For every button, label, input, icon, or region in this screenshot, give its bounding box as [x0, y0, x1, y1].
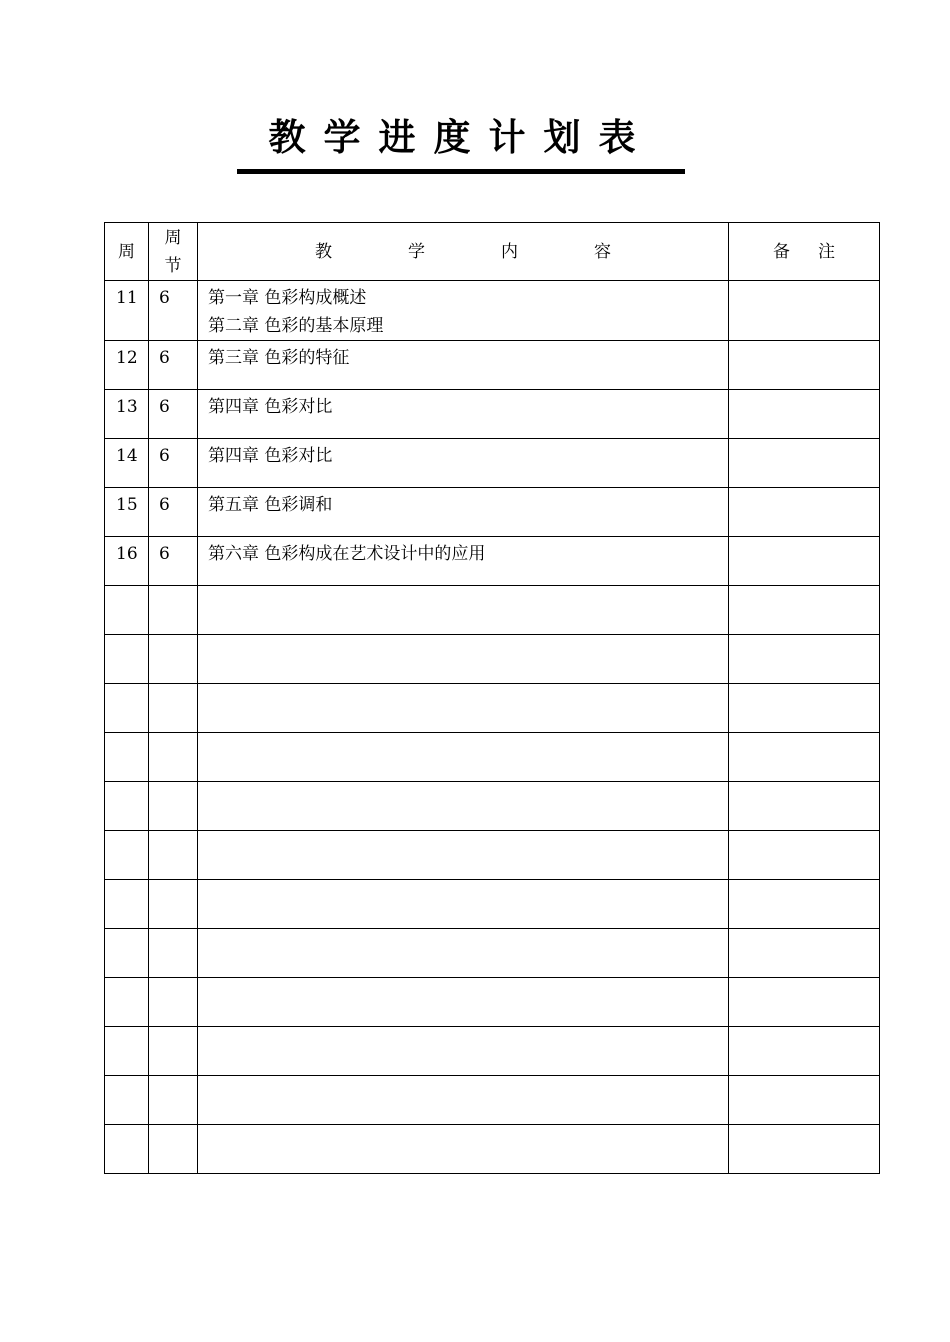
- content-cell: [198, 635, 729, 684]
- hours-cell: [149, 880, 198, 929]
- week-cell: [105, 1027, 149, 1076]
- content-cell: [198, 1027, 729, 1076]
- hours-cell: [149, 831, 198, 880]
- header-week-label: 周: [118, 241, 135, 262]
- empty-row: [105, 831, 880, 880]
- empty-row: [105, 1125, 880, 1174]
- content-cell: [198, 880, 729, 929]
- hours-cell: [149, 439, 198, 488]
- content-line: 第三章 色彩的特征: [208, 348, 350, 368]
- week-cell: [105, 831, 149, 880]
- note-cell: [729, 1076, 880, 1125]
- note-cell: [729, 586, 880, 635]
- week-cell: [105, 586, 149, 635]
- content-cell: [198, 1076, 729, 1125]
- week-cell: [105, 684, 149, 733]
- table-row: [105, 390, 880, 439]
- content-cell: [198, 390, 729, 439]
- empty-row: [105, 635, 880, 684]
- week-cell: [105, 635, 149, 684]
- week-cell: [105, 439, 149, 488]
- note-cell: [729, 978, 880, 1027]
- week-number: 16: [116, 544, 138, 564]
- empty-row: [105, 929, 880, 978]
- note-cell: [729, 488, 880, 537]
- content-line: 第五章 色彩调和: [208, 495, 333, 515]
- content-lines: [208, 439, 728, 470]
- schedule-table: [104, 222, 880, 1174]
- header-hours-line2: 节: [164, 255, 182, 276]
- content-line: 第四章 色彩对比: [208, 446, 333, 466]
- week-cell: [105, 281, 149, 341]
- content-lines: [208, 341, 728, 372]
- content-cell: [198, 439, 729, 488]
- hours-value: 6: [159, 348, 170, 368]
- hours-value: 6: [159, 544, 170, 564]
- empty-row: [105, 1027, 880, 1076]
- empty-row: [105, 782, 880, 831]
- content-cell: [198, 586, 729, 635]
- hours-cell: [149, 1027, 198, 1076]
- content-cell: [198, 733, 729, 782]
- hours-cell: [149, 733, 198, 782]
- header-row: [105, 223, 880, 281]
- note-cell: [729, 880, 880, 929]
- content-cell: [198, 341, 729, 390]
- hours-cell: [149, 586, 198, 635]
- content-cell: [198, 684, 729, 733]
- empty-row: [105, 1076, 880, 1125]
- hours-cell: [149, 635, 198, 684]
- empty-row: [105, 586, 880, 635]
- hours-cell: [149, 978, 198, 1027]
- note-cell: [729, 929, 880, 978]
- week-cell: [105, 978, 149, 1027]
- week-cell: [105, 341, 149, 390]
- content-lines: [208, 537, 728, 568]
- content-cell: [198, 1125, 729, 1174]
- week-number: 15: [116, 495, 138, 515]
- hours-cell: [149, 782, 198, 831]
- week-cell: [105, 390, 149, 439]
- note-cell: [729, 439, 880, 488]
- hours-cell: [149, 1125, 198, 1174]
- content-cell: [198, 929, 729, 978]
- content-line: 第一章 色彩构成概述: [208, 288, 367, 308]
- header-note-char: 注: [818, 241, 835, 262]
- week-number: 11: [116, 288, 138, 308]
- hours-cell: [149, 488, 198, 537]
- hours-cell: [149, 537, 198, 586]
- table-row: [105, 537, 880, 586]
- header-content-char: 内: [501, 241, 518, 262]
- week-number: 14: [116, 446, 138, 466]
- header-hours-line1: 周: [164, 227, 182, 248]
- header-content-char: 学: [408, 241, 425, 262]
- week-cell: [105, 1125, 149, 1174]
- content-line: 第四章 色彩对比: [208, 397, 333, 417]
- content-cell: [198, 978, 729, 1027]
- table-row: [105, 281, 880, 341]
- note-cell: [729, 1027, 880, 1076]
- header-hours: [149, 223, 198, 281]
- table-row: [105, 341, 880, 390]
- note-cell: [729, 831, 880, 880]
- hours-value: 6: [159, 288, 170, 308]
- hours-cell: [149, 341, 198, 390]
- header-note-char: 备: [773, 241, 790, 262]
- header-content-char: 教: [315, 241, 332, 262]
- title-underline: [237, 169, 685, 174]
- hours-cell: [149, 390, 198, 439]
- header-content-char: 容: [594, 241, 611, 262]
- content-lines: [208, 281, 728, 340]
- content-cell: [198, 537, 729, 586]
- header-content: [198, 223, 729, 281]
- hours-cell: [149, 929, 198, 978]
- content-cell: [198, 488, 729, 537]
- content-line: 第二章 色彩的基本原理: [208, 316, 384, 336]
- hours-value: 6: [159, 446, 170, 466]
- note-cell: [729, 684, 880, 733]
- note-cell: [729, 635, 880, 684]
- content-line: 第六章 色彩构成在艺术设计中的应用: [208, 544, 486, 564]
- content-cell: [198, 281, 729, 341]
- note-cell: [729, 782, 880, 831]
- schedule-table-body: [105, 223, 880, 1174]
- content-lines: [208, 488, 728, 519]
- week-cell: [105, 537, 149, 586]
- content-lines: [208, 390, 728, 421]
- hours-value: 6: [159, 495, 170, 515]
- week-cell: [105, 782, 149, 831]
- table-row: [105, 488, 880, 537]
- note-cell: [729, 341, 880, 390]
- hours-cell: [149, 1076, 198, 1125]
- table-row: [105, 439, 880, 488]
- hours-value: 6: [159, 397, 170, 417]
- note-cell: [729, 281, 880, 341]
- note-cell: [729, 733, 880, 782]
- empty-row: [105, 733, 880, 782]
- note-cell: [729, 390, 880, 439]
- empty-row: [105, 880, 880, 929]
- week-cell: [105, 733, 149, 782]
- empty-row: [105, 978, 880, 1027]
- week-cell: [105, 1076, 149, 1125]
- note-cell: [729, 1125, 880, 1174]
- week-number: 12: [116, 348, 138, 368]
- header-note: [729, 223, 880, 281]
- hours-cell: [149, 684, 198, 733]
- content-cell: [198, 782, 729, 831]
- week-cell: [105, 488, 149, 537]
- page-title: 教学进度计划表: [268, 116, 654, 159]
- note-cell: [729, 537, 880, 586]
- week-cell: [105, 880, 149, 929]
- hours-cell: [149, 281, 198, 341]
- header-week: [105, 223, 149, 281]
- empty-row: [105, 684, 880, 733]
- week-cell: [105, 929, 149, 978]
- week-number: 13: [116, 397, 138, 417]
- content-cell: [198, 831, 729, 880]
